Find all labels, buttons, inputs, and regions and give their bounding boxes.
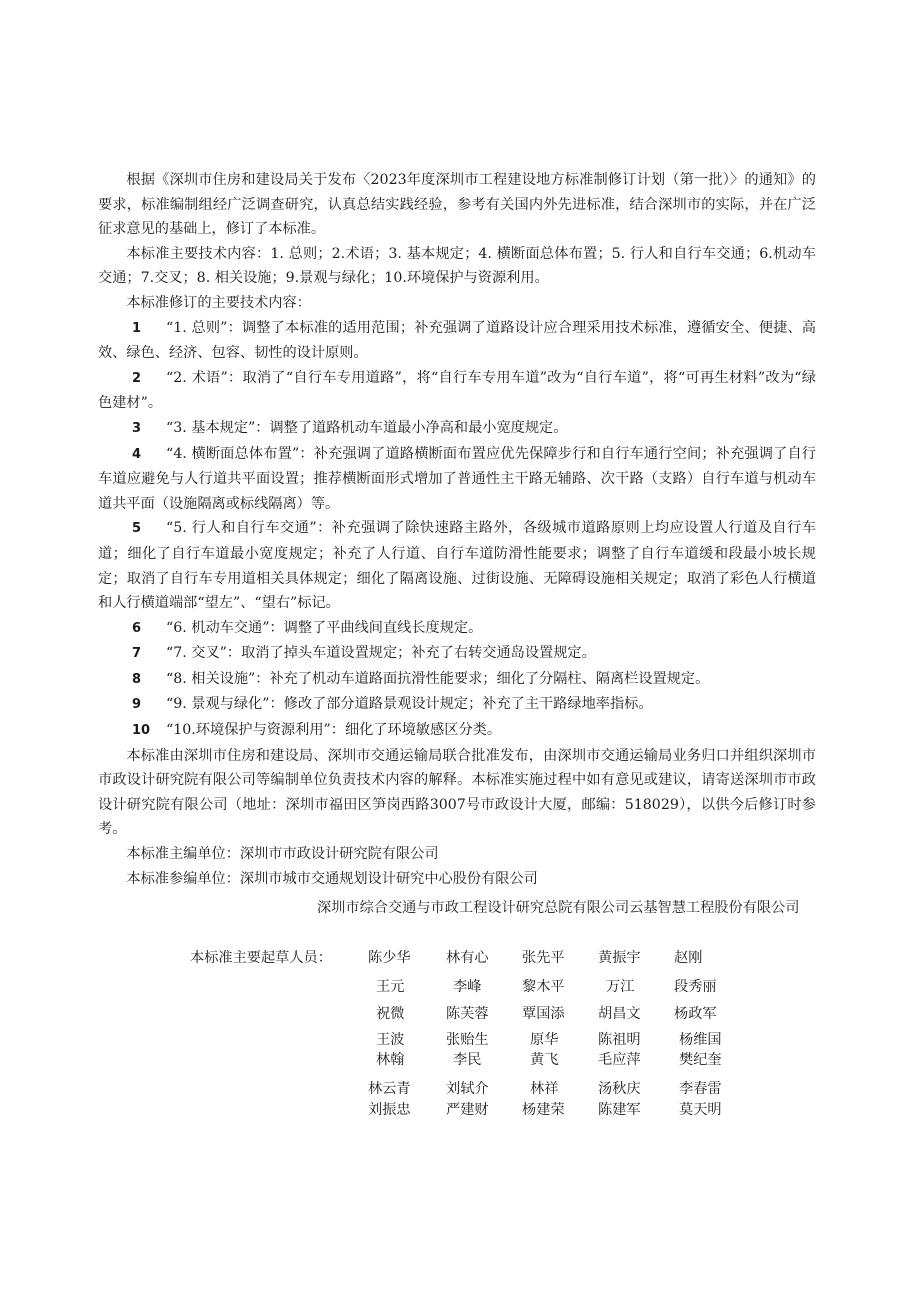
revision-text: “7. 交叉”：取消了掉头车道设置规定；补充了右转交通岛设置规定。 <box>166 645 596 662</box>
revision-item <box>98 692 816 718</box>
revision-item <box>98 667 816 693</box>
revision-text: “4. 横断面总体布置”：补充强调了道路横断面布置应优先保障步行和自行车通行空间；补充强调了自行车道应避免与人行道共平面设置；推荐横断面形式增加了普通性主干路无辅路、次干路（支路）自行车道与机动车道共平面（设施隔离或标线隔离）等。 <box>98 445 816 512</box>
drafter-name: 陈祖明 <box>598 1032 641 1048</box>
revision-number: 7 <box>132 646 142 662</box>
revision-number: 3 <box>132 420 142 436</box>
revision-item <box>98 442 816 517</box>
chief-editor-unit: 本标准主编单位：深圳市市政设计研究院有限公司 <box>126 846 439 863</box>
revision-item <box>98 366 816 416</box>
drafter-name: 陈芙蓉 <box>446 1006 489 1022</box>
drafter-name: 林云青 <box>368 1081 411 1097</box>
revision-item <box>98 718 816 744</box>
drafter-name: 万江 <box>606 979 635 995</box>
drafter-name: 杨政军 <box>674 1006 717 1022</box>
revision-item <box>98 641 816 667</box>
revision-number: 1 <box>132 320 142 336</box>
drafter-name: 严建财 <box>446 1102 489 1118</box>
drafter-name: 刘轼介 <box>446 1081 489 1097</box>
drafter-name: 覃国添 <box>522 1006 565 1022</box>
drafter-name: 李峰 <box>453 979 482 995</box>
revision-heading: 本标准修订的主要技术内容： <box>126 294 311 311</box>
revision-text: “3. 基本规定”：调整了道路机动车道最小净高和最小宽度规定。 <box>166 419 568 436</box>
revision-number: 5 <box>132 521 142 537</box>
drafter-name: 林有心 <box>446 950 489 966</box>
participating-units: 本标准参编单位：深圳市城市交通规划设计研究中心股份有限公司 <box>126 870 538 887</box>
drafter-name: 张先平 <box>522 950 565 966</box>
revision-text: “5. 行人和自行车交通”：补充强调了除快速路主路外，各级城市道路原则上均应设置人行道及自行车道；细化了自行车道最小宽度规定；补充了人行道、自行车道防滑性能要求；调整了自行车道缓和段最小坡长规定；取消了自行车专用道相关具体规定；细化了隔离设施、过街设施、无障碍设施相关规定；取消了彩色人行横道和人行横道端部“望左”、“望右”标记。 <box>98 520 816 612</box>
revision-number: 4 <box>132 446 142 462</box>
approval-paragraph: 本标准由深圳市住房和建设局、深圳市交通运输局联合批准发布，由深圳市交通运输局业务归口并组织深圳市市政设计研究院有限公司等编制单位负责技术内容的解释。本标准实施过程中如有意见或建议，请寄送深圳市市政设计研究院有限公司（地址：深圳市福田区笋岗西路3007号市政设计大厦，邮编：518029），以供今后修订时参考。 <box>98 747 816 838</box>
revision-text: “2. 术语”：取消了“自行车专用道路”，将“自行车专用车道”改为“自行车道”，将“可再生材料”改为“绿色建材”。 <box>98 369 816 412</box>
drafter-name: 黄振宇 <box>598 950 641 966</box>
drafter-name: 张贻生 <box>446 1032 489 1048</box>
revision-text: “6. 机动车交通”：调整了平曲线间直线长度规定。 <box>166 619 483 636</box>
drafter-name: 黄飞 <box>530 1052 559 1068</box>
drafter-name: 胡昌文 <box>598 1006 641 1022</box>
drafter-name: 原华 <box>530 1032 559 1048</box>
revision-number: 10 <box>132 723 151 739</box>
preface-body <box>98 168 816 891</box>
revision-item <box>98 516 816 615</box>
drafter-name: 王元 <box>376 979 405 995</box>
drafter-name: 莫天明 <box>679 1102 722 1118</box>
drafter-name: 祝微 <box>376 1006 405 1022</box>
drafters-label: 本标准主要起草人员： <box>190 950 332 966</box>
drafter-name: 樊纪奎 <box>679 1052 722 1068</box>
drafter-name: 杨维国 <box>679 1032 722 1048</box>
revision-text: “9. 景观与绿化”：修改了部分道路景观设计规定；补充了主干路绿地率指标。 <box>166 696 653 713</box>
drafter-name: 毛应萍 <box>598 1052 641 1068</box>
intro-paragraph: 根据《深圳市住房和建设局关于发布〈2023年度深圳市工程建设地方标准制修订计划（第一批）〉的通知》的要求，标准编制组经广泛调查研究，认真总结实践经验，参考有关国内外先进标准，结合深圳市的实际，并在广泛征求意见的基础上，修订了本标准。 <box>98 172 816 238</box>
drafter-name: 段秀丽 <box>674 979 717 995</box>
drafter-name: 王波 <box>376 1032 405 1048</box>
drafter-name: 林翰 <box>376 1052 405 1068</box>
drafter-name: 李民 <box>453 1052 482 1068</box>
drafter-name: 赵刚 <box>674 950 703 966</box>
drafter-name: 林祥 <box>530 1081 559 1097</box>
revision-item <box>98 416 816 442</box>
participating-units-continued: 深圳市综合交通与市政工程设计研究总院有限公司云基智慧工程股份有限公司 <box>317 900 800 916</box>
drafter-name: 刘振忠 <box>368 1102 411 1118</box>
main-content-paragraph: 本标准主要技术内容：1. 总则；2.术语；3. 基本规定；4. 横断面总体布置；5. 行人和自行车交通；6.机动车交通；7.交叉；8. 相关设施；9.景观与绿化；10.环境保护与资源利用。 <box>98 245 816 287</box>
revision-text: “10.环境保护与资源利用”：细化了环境敏感区分类。 <box>166 722 502 739</box>
revision-text: “1. 总则”：调整了本标准的适用范围；补充强调了道路设计应合理采用技术标准，遵循安全、便捷、高效、绿色、经济、包容、韧性的设计原则。 <box>98 319 816 362</box>
drafter-name: 陈少华 <box>368 950 411 966</box>
drafter-name: 黎木平 <box>522 979 565 995</box>
revision-number: 8 <box>132 671 142 687</box>
revision-item <box>98 316 816 366</box>
revision-number: 6 <box>132 620 142 636</box>
drafter-name: 汤秋庆 <box>598 1081 641 1097</box>
revision-number: 9 <box>132 697 142 713</box>
revision-number: 2 <box>132 370 142 386</box>
revision-text: “8. 相关设施”：补充了机动车道路面抗滑性能要求；细化了分隔柱、隔离栏设置规定。 <box>166 670 710 687</box>
drafter-name: 杨建荣 <box>522 1102 565 1118</box>
revision-item <box>98 616 816 642</box>
drafter-name: 陈建军 <box>598 1102 641 1118</box>
drafter-name: 李春雷 <box>679 1081 722 1097</box>
